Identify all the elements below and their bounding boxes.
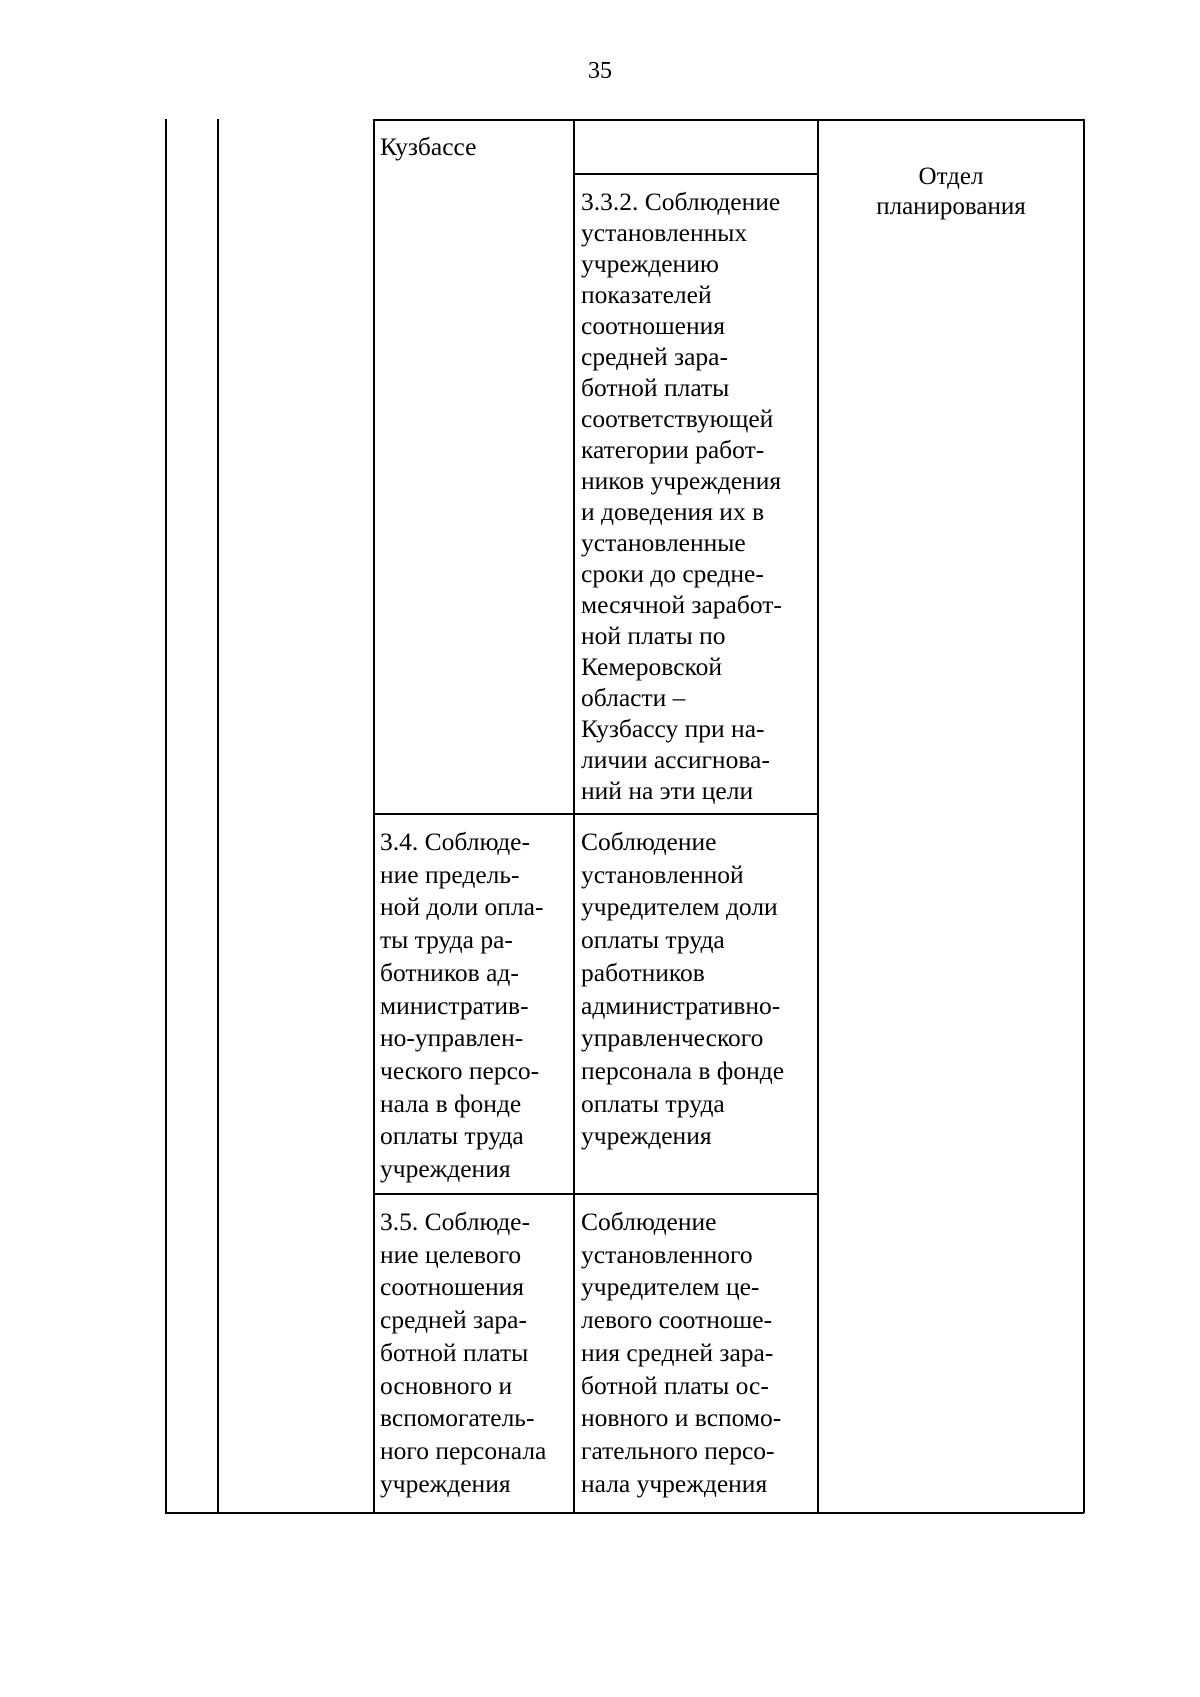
cell-kuzbass: Кузбассе xyxy=(380,132,477,161)
table-border-left xyxy=(165,119,167,1513)
cell-3-4-title: 3.4. Соблюде- ние предель- ной доли опла- ты труда ра- ботников ад- министратив- но-управлен- ческого персо- нала в фонде оплаты труда учреждения xyxy=(380,827,544,1184)
responsible-department: Отдел планирования xyxy=(876,163,1026,220)
table-border-col4 xyxy=(573,119,575,1513)
table-border-col2 xyxy=(217,119,219,1513)
row-divider-3-5 xyxy=(373,1193,818,1195)
cell-3-4-description: Соблюдение установленной учредителем доли оплаты труда работников административно- управленческого персонала в фонде оплаты труда учреждения xyxy=(581,827,785,1151)
page-number: 35 xyxy=(588,58,612,84)
table-border-top xyxy=(373,119,1084,121)
table-border-col5 xyxy=(817,119,819,1513)
row-divider-3-4 xyxy=(373,813,818,815)
cell-3-5-description: Соблюдение установленного учредителем це- левого соотноше- ния средней зара- ботной платы ос- новного и вспомо- гательного персо- нала учреждения xyxy=(581,1207,782,1498)
cell-3-5-title: 3.5. Соблюде- ние целевого соотношения средней зара- ботной платы основного и вспомогатель- ного персонала учреждения xyxy=(380,1207,547,1498)
table-border-col3 xyxy=(373,119,375,1513)
cell-3-3-2-description: 3.3.2. Соблюдение установленных учреждению показателей соотношения средней зара- ботной платы соответствующей категории работ- ников учреждения и доведения их в установленные сроки до средне- месячной заработ- ной платы по Кемеровской области – Кузбассу при на- личии ассигнова- ний на эти цели xyxy=(581,187,782,805)
row-divider-kuzbass xyxy=(573,173,818,175)
table-border-right xyxy=(1083,119,1085,1513)
table-border-bottom xyxy=(165,1512,1084,1514)
